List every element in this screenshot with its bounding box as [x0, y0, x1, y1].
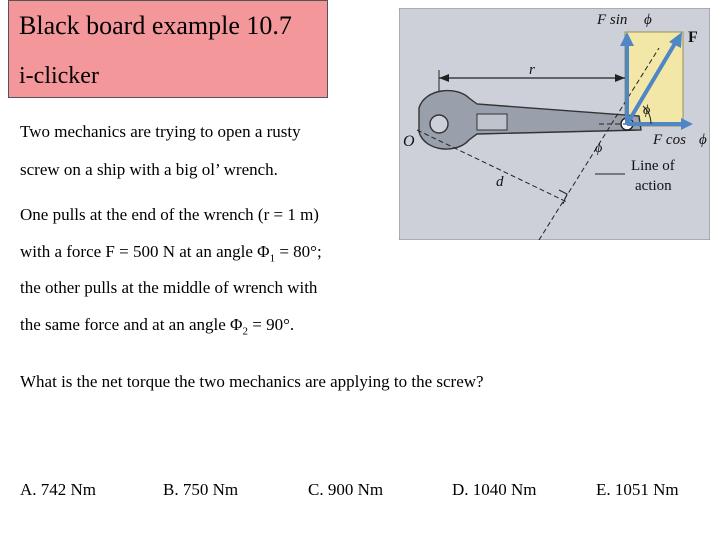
problem-line-2: screw on a ship with a big ol’ wrench.: [20, 160, 278, 179]
label-r: r: [529, 62, 535, 78]
label-o: O: [403, 133, 415, 150]
label-force: F: [688, 29, 698, 46]
label-phi-lower: ϕ: [595, 141, 603, 156]
problem-line-1: Two mechanics are trying to open a rusty: [20, 122, 301, 141]
phi2-symbol: Φ: [230, 315, 243, 334]
label-d: d: [496, 174, 504, 190]
line-6-suffix: = 90°.: [247, 315, 295, 334]
wrench-figure: [399, 8, 710, 240]
slide-title: Black board example 10.7: [19, 11, 292, 40]
wrench-adjuster: [477, 114, 507, 130]
wrench-jaw: [430, 115, 448, 133]
label-f-sin: F sin: [597, 12, 628, 28]
problem-line-5: the other pulls at the middle of wrench with: [20, 278, 318, 297]
title-box: [8, 0, 328, 98]
label-phi-top: ϕ: [644, 12, 652, 28]
problem-line-4: [20, 242, 322, 264]
label-line-of: Line of: [631, 158, 675, 174]
label-phi-angle: ϕ: [643, 103, 651, 118]
answer-b[interactable]: B. 750 Nm: [163, 480, 239, 499]
slide-subtitle: i-clicker: [19, 63, 99, 89]
answer-d[interactable]: D. 1040 Nm: [452, 480, 537, 499]
label-f-cos: F cos: [653, 132, 686, 148]
question-text: What is the net torque the two mechanics are applying to the screw?: [20, 372, 484, 391]
problem-line-6: [20, 315, 294, 337]
phi1-subscript: 1: [269, 252, 276, 265]
line-4-suffix: = 80°;: [275, 242, 322, 261]
phi1-symbol: Φ: [257, 242, 270, 261]
answer-c[interactable]: C. 900 Nm: [308, 480, 384, 499]
label-phi-cos: ϕ: [699, 132, 707, 148]
answer-e[interactable]: E. 1051 Nm: [596, 480, 679, 499]
line-6-prefix: the same force and at an angle: [20, 315, 231, 334]
answer-a[interactable]: A. 742 Nm: [20, 480, 97, 499]
phi2-subscript: 2: [242, 325, 248, 338]
label-action: action: [635, 178, 672, 194]
line-4-prefix: with a force F = 500 N at an angle: [20, 242, 258, 261]
problem-line-3: One pulls at the end of the wrench (r = 1 m): [20, 205, 319, 224]
